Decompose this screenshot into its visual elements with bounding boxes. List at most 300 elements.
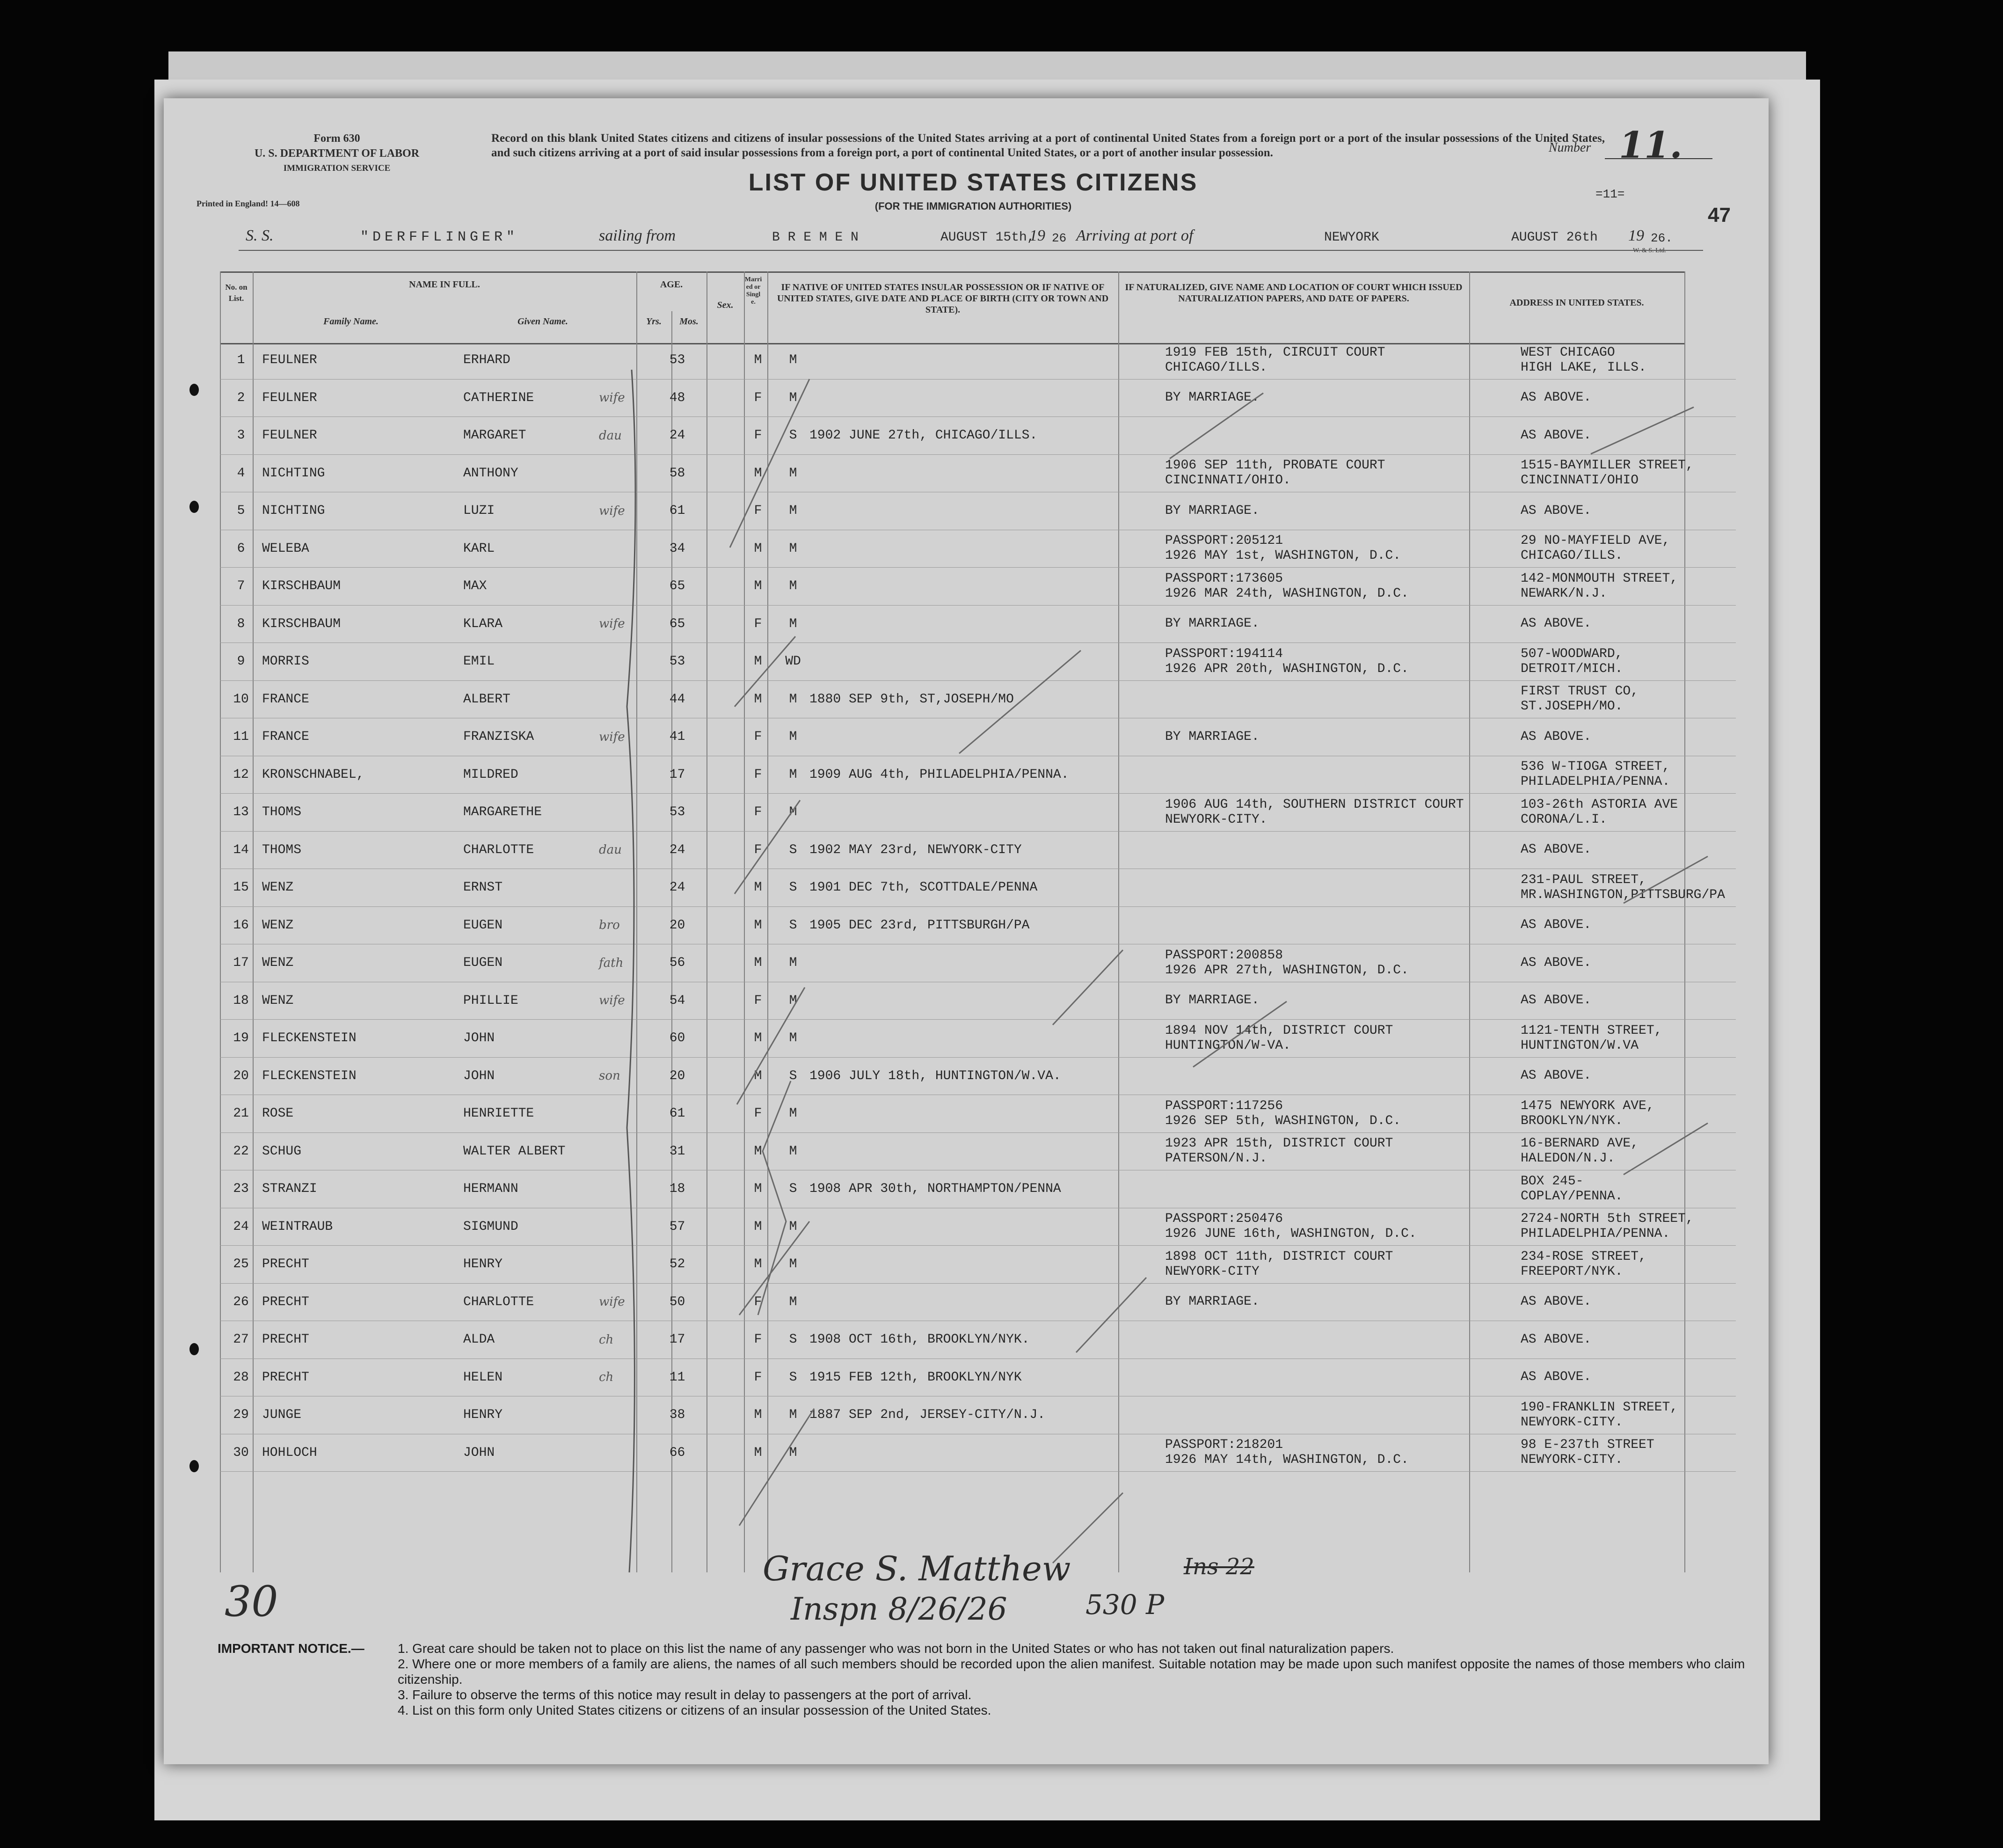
form-number: Form 630 <box>313 132 360 145</box>
row-number: 26 <box>220 1283 257 1321</box>
age-years: 65 <box>655 568 695 606</box>
notice-item: 3. Failure to observe the terms of this notice may result in delay to passengers at the port of arrival. <box>398 1687 972 1702</box>
row-number: 29 <box>220 1396 257 1434</box>
age-years: 60 <box>655 1020 695 1058</box>
sex: M <box>735 906 777 944</box>
family-name: THOMS <box>257 794 459 832</box>
page-subtitle: (FOR THE IMMIGRATION AUTHORITIES) <box>874 200 1072 212</box>
given-name: KARL <box>459 530 594 568</box>
sex: M <box>735 454 777 492</box>
sex: F <box>735 605 777 643</box>
header-family: Family Name. <box>323 316 379 327</box>
given-name: FRANZISKA <box>459 718 594 756</box>
row-number: 8 <box>220 605 257 643</box>
service: IMMIGRATION SERVICE <box>283 163 391 173</box>
pencil-slash <box>1076 1278 1146 1352</box>
marital-status: M <box>777 492 805 530</box>
row-number: 10 <box>220 680 257 718</box>
naturalization-info-line1: PASSPORT:200858 <box>1165 948 1283 963</box>
family-name: PRECHT <box>257 1321 459 1359</box>
naturalization-info-line1: BY MARRIAGE. <box>1165 616 1260 631</box>
given-name: SIGMUND <box>459 1208 594 1246</box>
sex: M <box>735 568 777 606</box>
row-number: 13 <box>220 794 257 832</box>
naturalization-info-line1: PASSPORT:117256 <box>1165 1098 1283 1113</box>
sex: F <box>735 1321 777 1359</box>
sex: M <box>735 944 777 982</box>
count-mark: 530 P <box>1085 1589 1165 1621</box>
age-years: 61 <box>655 492 695 530</box>
relation-note: fath <box>594 944 655 982</box>
birth-info: 1908 OCT 16th, BROOKLYN/NYK. <box>805 1321 1160 1359</box>
sex: F <box>735 718 777 756</box>
sex: F <box>735 756 777 794</box>
row-number: 30 <box>220 1434 257 1472</box>
ss-label: S. S. <box>246 227 274 244</box>
notice-label: IMPORTANT NOTICE.— <box>218 1641 364 1656</box>
family-name: KIRSCHBAUM <box>257 568 459 606</box>
address-line2: DETROIT/MICH. <box>1521 661 1623 676</box>
address-line1: 536 W-TIOGA STREET, <box>1521 760 1670 774</box>
header-yrs: Yrs. <box>646 316 662 327</box>
pencil-slash <box>737 987 805 1104</box>
marital-status: M <box>777 605 805 643</box>
family-name: PRECHT <box>257 1359 459 1396</box>
address-line2: CINCINNATI/OHIO <box>1521 473 1639 488</box>
given-name: MILDRED <box>459 756 594 794</box>
naturalization-info-line2: 1926 APR 27th, WASHINGTON, D.C. <box>1165 963 1409 978</box>
number-label: Number <box>1549 140 1591 155</box>
age-years: 41 <box>655 718 695 756</box>
address-line1: 1121-TENTH STREET, <box>1521 1023 1662 1038</box>
address-line1: AS ABOVE. <box>1521 1370 1592 1385</box>
family-name: WENZ <box>257 982 459 1020</box>
age-years: 18 <box>655 1170 695 1208</box>
sex: M <box>735 680 777 718</box>
ship-name: "DERFFLINGER" <box>360 229 519 245</box>
given-name: HELEN <box>459 1359 594 1396</box>
sex: M <box>735 1208 777 1246</box>
age-years: 17 <box>655 1321 695 1359</box>
row-number: 3 <box>220 417 257 455</box>
address-line2: HIGH LAKE, ILLS. <box>1521 360 1646 375</box>
binding-hole <box>189 501 199 513</box>
naturalization-info-line2: PATERSON/N.J. <box>1165 1151 1267 1166</box>
row-number: 21 <box>220 1095 257 1133</box>
birth-info: 1902 JUNE 27th, CHICAGO/ILLS. <box>805 417 1160 455</box>
given-name: EUGEN <box>459 906 594 944</box>
address-line1: 1475 NEWYORK AVE, <box>1521 1098 1654 1113</box>
age-years: 48 <box>655 379 695 417</box>
naturalization-info-line1: PASSPORT:173605 <box>1165 571 1283 586</box>
naturalization-info-line2: 1926 SEP 5th, WASHINGTON, D.C. <box>1165 1113 1401 1128</box>
sex: F <box>735 1095 777 1133</box>
pencil-slash <box>1193 1001 1287 1067</box>
family-name: NICHTING <box>257 492 459 530</box>
row-number: 11 <box>220 718 257 756</box>
notice-item: 1. Great care should be taken not to place on this list the name of any passenger who was not born in the United States or who has not taken out final naturalization papers. <box>398 1641 1394 1656</box>
address-line1: 507-WOODWARD, <box>1521 646 1623 661</box>
address-line1: AS ABOVE. <box>1521 955 1592 970</box>
naturalization-info-line1: PASSPORT:218201 <box>1165 1438 1283 1453</box>
address-line1: AS ABOVE. <box>1521 616 1592 631</box>
binding-hole <box>189 384 199 396</box>
address-line2: HUNTINGTON/W.VA <box>1521 1038 1639 1053</box>
marital-status: M <box>777 756 805 794</box>
family-name: STRANZI <box>257 1170 459 1208</box>
address-line1: 2724-NORTH 5th STREET, <box>1521 1212 1694 1227</box>
address-line2: HALEDON/N.J. <box>1521 1151 1615 1166</box>
marital-status: S <box>777 1321 805 1359</box>
depart-date: AUGUST 15th, <box>940 230 1035 245</box>
age-years: 58 <box>655 454 695 492</box>
naturalization-info-line1: BY MARRIAGE. <box>1165 729 1260 744</box>
sex: M <box>735 1132 777 1170</box>
birth-info: 1906 JULY 18th, HUNTINGTON/W.VA. <box>805 1057 1160 1095</box>
marital-status: M <box>777 1434 805 1472</box>
sex: M <box>735 1057 777 1095</box>
pencil-slash <box>735 636 795 707</box>
age-years: 57 <box>655 1208 695 1246</box>
marital-status: M <box>777 379 805 417</box>
age-years: 50 <box>655 1283 695 1321</box>
naturalization-info-line1: 1906 SEP 11th, PROBATE COURT <box>1165 458 1385 473</box>
family-name: KIRSCHBAUM <box>257 605 459 643</box>
header-naturalized: IF NATURALIZED, GIVE NAME AND LOCATION OF COURT WHICH ISSUED NATURALIZATION PAPERS, AND DATE OF PAPERS. <box>1125 282 1463 304</box>
relation-note: wife <box>594 982 655 1020</box>
row-number: 9 <box>220 643 257 681</box>
age-years: 24 <box>655 831 695 869</box>
address-line1: FIRST TRUST CO, <box>1521 684 1639 699</box>
family-name: WENZ <box>257 944 459 982</box>
sex: F <box>735 831 777 869</box>
sailing-label: sailing from <box>599 227 676 244</box>
arrive-date: AUGUST 26th <box>1511 230 1598 245</box>
marital-status: M <box>777 794 805 832</box>
relation-note: dau <box>594 831 655 869</box>
notice-items <box>398 1641 1745 1718</box>
struck-note: Ins 22 <box>1184 1554 1254 1580</box>
address-line1: 231-PAUL STREET, <box>1521 872 1646 887</box>
age-years: 34 <box>655 530 695 568</box>
row-number: 20 <box>220 1057 257 1095</box>
sex: F <box>735 379 777 417</box>
relation-note: wife <box>594 1283 655 1321</box>
page-title: LIST OF UNITED STATES CITIZENS <box>748 169 1198 196</box>
given-name: PHILLIE <box>459 982 594 1020</box>
family-name: MORRIS <box>257 643 459 681</box>
handwritten-total: 30 <box>225 1577 278 1626</box>
naturalization-info-line2: NEWYORK-CITY. <box>1165 812 1267 827</box>
marital-status: S <box>777 1057 805 1095</box>
naturalization-info-line1: 1919 FEB 15th, CIRCUIT COURT <box>1165 345 1385 360</box>
given-name: HENRIETTE <box>459 1095 594 1133</box>
pencil-slash <box>959 650 1081 753</box>
relation-note: wife <box>594 718 655 756</box>
birth-info: 1887 SEP 2nd, JERSEY-CITY/N.J. <box>805 1396 1160 1434</box>
address-line2: ST.JOSEPH/MO. <box>1521 699 1623 714</box>
header-age: AGE. <box>660 279 683 290</box>
given-name: ERHARD <box>459 342 594 379</box>
sex: F <box>735 417 777 455</box>
row-number: 24 <box>220 1208 257 1246</box>
marital-status: M <box>777 342 805 379</box>
marital-status: S <box>777 1170 805 1208</box>
given-name: EMIL <box>459 643 594 681</box>
naturalization-info-line1: 1894 NOV 14th, DISTRICT COURT <box>1165 1023 1393 1038</box>
row-number: 19 <box>220 1020 257 1058</box>
printed-note: Printed in England! 14—608 <box>197 199 300 208</box>
address-line1: AS ABOVE. <box>1521 1068 1592 1083</box>
marital-status: S <box>777 869 805 907</box>
page-number: 47 <box>1708 204 1731 226</box>
address-line1: AS ABOVE. <box>1521 729 1592 744</box>
sex: F <box>735 982 777 1020</box>
family-name: FRANCE <box>257 680 459 718</box>
given-name: WALTER ALBERT <box>459 1132 594 1170</box>
naturalization-info-line1: BY MARRIAGE. <box>1165 1294 1260 1309</box>
address-line2: NEWYORK-CITY. <box>1521 1453 1623 1468</box>
age-years: 24 <box>655 417 695 455</box>
row-number: 23 <box>220 1170 257 1208</box>
address-line1: 103-26th ASTORIA AVE <box>1521 797 1678 812</box>
naturalization-info-line2: 1926 MAR 24th, WASHINGTON, D.C. <box>1165 586 1409 601</box>
birth-info: 1902 MAY 23rd, NEWYORK-CITY <box>805 831 1160 869</box>
row-number: 15 <box>220 869 257 907</box>
age-years: 54 <box>655 982 695 1020</box>
row-number: 12 <box>220 756 257 794</box>
given-name: EUGEN <box>459 944 594 982</box>
address-line1: 29 NO-MAYFIELD AVE, <box>1521 533 1670 548</box>
address-line2: CHICAGO/ILLS. <box>1521 548 1623 563</box>
notice-item: 2. Where one or more members of a family are aliens, the names of all such members should be recorded upon the alien manifest. Suitable notation may be made upon such manifest opposite the names of those members who claim citizenship. <box>398 1657 1745 1687</box>
relation-note: ch <box>594 1359 655 1396</box>
address-line2: NEWYORK-CITY. <box>1521 1415 1623 1430</box>
header-given: Given Name. <box>517 316 568 327</box>
marital-status: M <box>777 944 805 982</box>
given-name: MARGARETHE <box>459 794 594 832</box>
marital-status: M <box>777 568 805 606</box>
birth-info: 1908 APR 30th, NORTHAMPTON/PENNA <box>805 1170 1160 1208</box>
inspection-date: Inspn 8/26/26 <box>791 1591 1007 1627</box>
sex: F <box>735 1283 777 1321</box>
marital-status: M <box>777 1095 805 1133</box>
pencil-slash <box>1170 393 1263 459</box>
family-name: KRONSCHNABEL, <box>257 756 459 794</box>
family-name: NICHTING <box>257 454 459 492</box>
given-name: JOHN <box>459 1434 594 1472</box>
family-name: HOHLOCH <box>257 1434 459 1472</box>
address-line2: NEWARK/N.J. <box>1521 586 1607 601</box>
header-name: NAME IN FULL. <box>409 279 480 290</box>
relation-note: ch <box>594 1321 655 1359</box>
relation-note: dau <box>594 417 655 455</box>
age-years: 20 <box>655 1057 695 1095</box>
naturalization-info-line2: NEWYORK-CITY <box>1165 1264 1260 1279</box>
given-name: ALDA <box>459 1321 594 1359</box>
pencil-slash <box>739 1409 814 1526</box>
department: U. S. DEPARTMENT OF LABOR <box>254 147 420 160</box>
naturalization-info-line1: 1898 OCT 11th, DISTRICT COURT <box>1165 1249 1393 1264</box>
binding-hole <box>189 1460 199 1472</box>
pencil-slash <box>730 379 809 548</box>
family-name: ROSE <box>257 1095 459 1133</box>
given-name: CHARLOTTE <box>459 1283 594 1321</box>
naturalization-info-line1: BY MARRIAGE. <box>1165 993 1260 1008</box>
marital-status: M <box>777 454 805 492</box>
pencil-slash <box>758 1081 791 1315</box>
row-number: 7 <box>220 568 257 606</box>
naturalization-info-line2: 1926 MAY 14th, WASHINGTON, D.C. <box>1165 1453 1409 1468</box>
address-line1: AS ABOVE. <box>1521 993 1592 1008</box>
relation-note: son <box>594 1057 655 1095</box>
port-to: NEWYORK <box>1324 230 1379 245</box>
address-line1: BOX 245- <box>1521 1174 1584 1189</box>
naturalization-info-line1: PASSPORT:194114 <box>1165 646 1283 661</box>
naturalization-info-line2: 1926 MAY 1st, WASHINGTON, D.C. <box>1165 548 1401 563</box>
number-value: 11. <box>1619 124 1683 167</box>
given-name: KLARA <box>459 605 594 643</box>
address-line1: WEST CHICAGO <box>1521 345 1615 360</box>
inspector-signature: Grace S. Matthew <box>763 1549 1071 1588</box>
marital-status: M <box>777 1396 805 1434</box>
row-number: 25 <box>220 1246 257 1284</box>
address-line1: 142-MONMOUTH STREET, <box>1521 571 1678 586</box>
pencil-slash <box>1591 407 1694 454</box>
age-years: 66 <box>655 1434 695 1472</box>
family-name: THOMS <box>257 831 459 869</box>
marital-status: WD <box>777 643 805 681</box>
address-line1: AS ABOVE. <box>1521 918 1592 933</box>
given-name: CATHERINE <box>459 379 594 417</box>
age-years: 17 <box>655 756 695 794</box>
year-label: 19 <box>1029 227 1045 244</box>
naturalization-info-line2: 1926 JUNE 16th, WASHINGTON, D.C. <box>1165 1227 1417 1242</box>
marital-status: M <box>777 1020 805 1058</box>
naturalization-info-line1: BY MARRIAGE. <box>1165 390 1260 405</box>
marital-status: S <box>777 906 805 944</box>
family-name: WENZ <box>257 906 459 944</box>
sex: M <box>735 342 777 379</box>
marital-status: M <box>777 982 805 1020</box>
age-years: 56 <box>655 944 695 982</box>
row-number: 2 <box>220 379 257 417</box>
address-line1: 98 E-237th STREET <box>1521 1438 1654 1453</box>
relation-note: wife <box>594 492 655 530</box>
given-name: ANTHONY <box>459 454 594 492</box>
age-years: 38 <box>655 1396 695 1434</box>
address-line1: AS ABOVE. <box>1521 1332 1592 1347</box>
family-name: FLECKENSTEIN <box>257 1057 459 1095</box>
sex: M <box>735 1246 777 1284</box>
row-number: 22 <box>220 1132 257 1170</box>
sex: F <box>735 492 777 530</box>
sex: M <box>735 869 777 907</box>
birth-info: 1909 AUG 4th, PHILADELPHIA/PENNA. <box>805 756 1160 794</box>
sex: M <box>735 1396 777 1434</box>
row-number: 6 <box>220 530 257 568</box>
address-line1: AS ABOVE. <box>1521 428 1592 443</box>
naturalization-info-line1: BY MARRIAGE. <box>1165 503 1260 518</box>
family-name: PRECHT <box>257 1246 459 1284</box>
given-name: HENRY <box>459 1396 594 1434</box>
address-line2: FREEPORT/NYK. <box>1521 1264 1623 1279</box>
year-arrive: 26. <box>1651 231 1673 245</box>
row-number: 1 <box>220 342 257 379</box>
address-line1: 16-BERNARD AVE, <box>1521 1136 1639 1151</box>
arriving-label: Arriving at port of <box>1076 227 1194 244</box>
binding-hole <box>189 1343 199 1355</box>
given-name: ALBERT <box>459 680 594 718</box>
family-name: FLECKENSTEIN <box>257 1020 459 1058</box>
birth-info: 1915 FEB 12th, BROOKLYN/NYK <box>805 1359 1160 1396</box>
row-number: 18 <box>220 982 257 1020</box>
address-line2: COPLAY/PENNA. <box>1521 1189 1623 1204</box>
sex: F <box>735 1359 777 1396</box>
family-name: FEULNER <box>257 379 459 417</box>
family-name: FRANCE <box>257 718 459 756</box>
given-name: JOHN <box>459 1057 594 1095</box>
age-years: 53 <box>655 643 695 681</box>
address-line1: AS ABOVE. <box>1521 390 1592 405</box>
age-years: 24 <box>655 869 695 907</box>
header-no: No. on List. <box>225 283 248 303</box>
age-years: 44 <box>655 680 695 718</box>
year-depart: 26 <box>1052 231 1067 245</box>
birth-info: 1905 DEC 23rd, PITTSBURGH/PA <box>805 906 1160 944</box>
birth-info: 1901 DEC 7th, SCOTTDALE/PENNA <box>805 869 1160 907</box>
age-years: 61 <box>655 1095 695 1133</box>
marital-status: S <box>777 831 805 869</box>
age-years: 31 <box>655 1132 695 1170</box>
given-name: CHARLOTTE <box>459 831 594 869</box>
given-name: HENRY <box>459 1246 594 1284</box>
address-line1: 1515-BAYMILLER STREET, <box>1521 458 1694 473</box>
header-mos: Mos. <box>679 316 699 327</box>
family-name: FEULNER <box>257 342 459 379</box>
naturalization-info-line1: 1923 APR 15th, DISTRICT COURT <box>1165 1136 1393 1151</box>
header-married: Married or Single. <box>744 276 762 306</box>
row-number: 27 <box>220 1321 257 1359</box>
pencil-slash <box>735 800 800 894</box>
intro-text: Record on this blank United States citizens and citizens of insular possessions of the United States arriving at a port of continental United States from a foreign port or a port of the insular possessions of the United States, and such citizens arriving at a port of said insular possessions from a foreign port, a port of continental United States, or a port of another insular possession. <box>491 132 1605 159</box>
sex: M <box>735 1020 777 1058</box>
address-line2: MR.WASHINGTON,PITTSBURG/PA <box>1521 887 1725 902</box>
address-line1: AS ABOVE. <box>1521 1294 1592 1309</box>
relation-note: wife <box>594 379 655 417</box>
age-years: 11 <box>655 1359 695 1396</box>
birth-info: 1880 SEP 9th, ST,JOSEPH/MO <box>805 680 1160 718</box>
relation-note: bro <box>594 906 655 944</box>
marital-status: M <box>777 1246 805 1284</box>
age-years: 20 <box>655 906 695 944</box>
manifest-page <box>164 98 1769 1764</box>
naturalization-info-line2: CHICAGO/ILLS. <box>1165 360 1267 375</box>
address-line1: AS ABOVE. <box>1521 842 1592 857</box>
given-name: ERNST <box>459 869 594 907</box>
naturalization-info-line2: HUNTINGTON/W-VA. <box>1165 1038 1291 1053</box>
address-line2: CORONA/L.I. <box>1521 812 1607 827</box>
naturalization-info-line2: CINCINNATI/OHIO. <box>1165 473 1291 488</box>
pencil-slash <box>1624 856 1708 903</box>
marital-status: M <box>777 680 805 718</box>
given-name: HERMANN <box>459 1170 594 1208</box>
row-number: 14 <box>220 831 257 869</box>
family-name: JUNGE <box>257 1396 459 1434</box>
family-name: WENZ <box>257 869 459 907</box>
address-line2: PHILADELPHIA/PENNA. <box>1521 774 1670 789</box>
marital-status: M <box>777 530 805 568</box>
